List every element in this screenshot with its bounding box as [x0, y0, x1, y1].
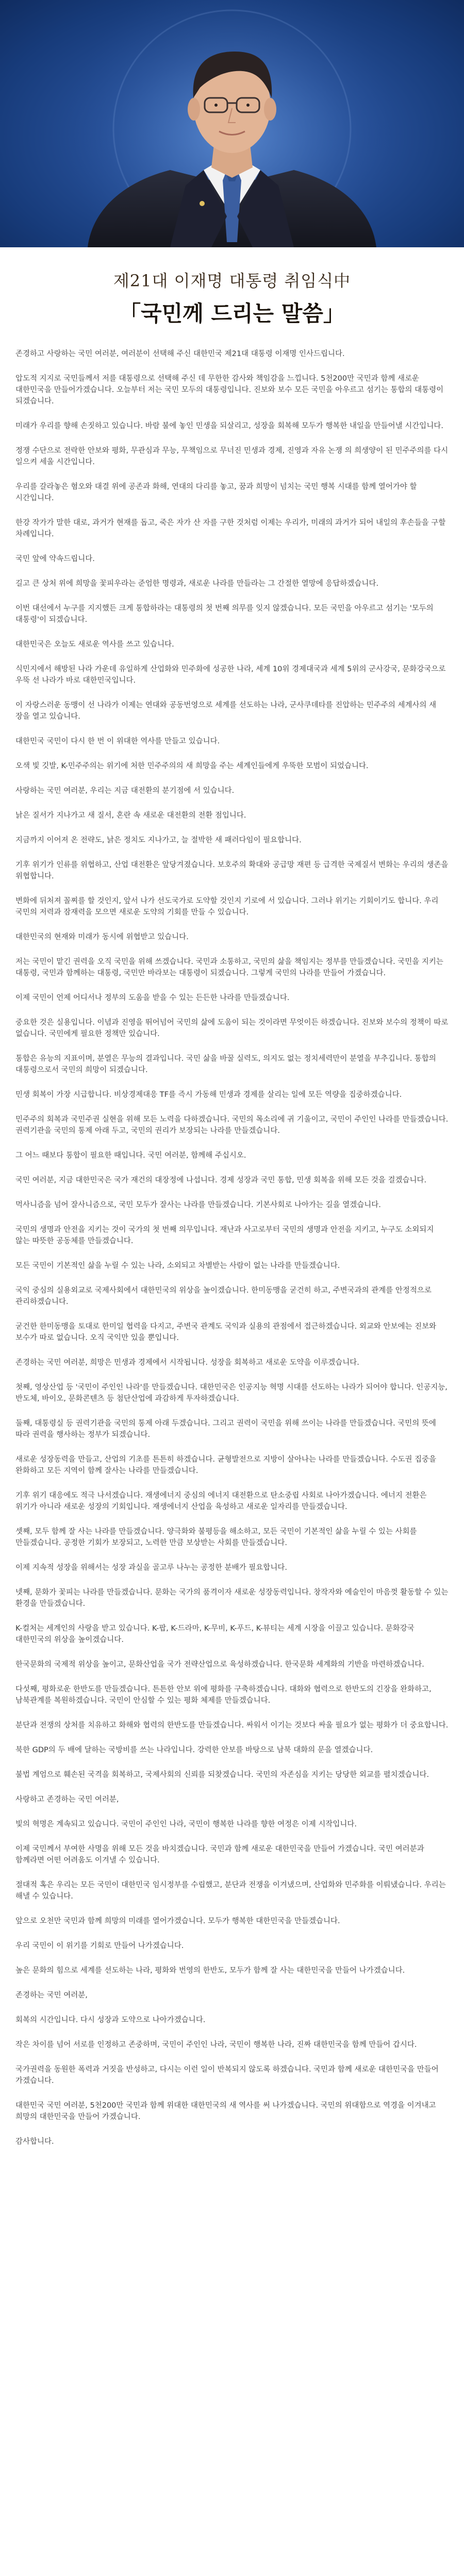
speech-paragraph: 압도적 지지로 국민들께서 저를 대통령으로 선택해 주신 데 무한한 감사와 책임감을 느낍니다. 5천200만 국민과 함께 새로운 대한민국을 만들어가겠습니다. 오늘부터 저는 국민 모두의 대통령입니다. 진보와 보수 모든 국민을 아우르고 섬기는 통합의 대통령이 되겠습니다. [15, 375, 444, 405]
speech-paragraph: 통합은 유능의 지표이며, 분열은 무능의 결과입니다. 국민 삶을 바꿀 실력도, 의지도 없는 정치세력만이 분열을 부추깁니다. 통합의 대통령으로서 국민의 희망이 되겠습니다. [15, 1055, 436, 1074]
speech-paragraph: 그 어느 때보다 통합이 필요한 때입니다. 국민 여러분, 함께해 주십시오. [15, 1151, 246, 1160]
speech-paragraph: 셋째, 모두 함께 잘 사는 나라를 만들겠습니다. 양극화와 불평등을 해소하고, 모든 국민이 기본적인 삶을 누릴 수 있는 사회를 만들겠습니다. 공정한 기회가 보장되고, 노력한 만큼 보상받는 사회를 만들겠습니다. [15, 1528, 417, 1547]
speech-paragraph: 다섯째, 평화로운 한반도를 만들겠습니다. 튼튼한 안보 위에 평화를 구축하겠습니다. 대화와 협력으로 한반도의 긴장을 완화하고, 남북관계를 복원하겠습니다. 국민이 안심할 수 있는 평화 체제를 만들겠습니다. [15, 1685, 432, 1705]
speech-paragraph: 사랑하는 국민 여러분, 우리는 지금 대전환의 분기점에 서 있습니다. [15, 787, 235, 795]
speech-paragraph: 이제 국민께서 부여한 사명을 위해 모든 것을 바치겠습니다. 국민과 함께 새로운 대한민국을 만들어 가겠습니다. 국민 여러분과 함께라면 어떤 어려움도 이겨낼 수 있습니다. [15, 1845, 424, 1865]
speech-paragraph: 오색 빛 깃발, K-민주주의는 위기에 처한 민주주의의 새 희망을 주는 세계인들에게 우뚝한 모범이 되었습니다. [15, 762, 369, 770]
speech-paragraph: 기후 위기 대응에도 적극 나서겠습니다. 재생에너지 중심의 에너지 대전환으로 탄소중립 사회로 나아가겠습니다. 에너지 전환은 위기가 아니라 새로운 성장의 기회입니다. 재생에너지 산업을 육성하고 새로운 일자리를 만들겠습니다. [15, 1492, 427, 1511]
speech-paragraph: 한강 작가가 말한 대로, 과거가 현재를 돕고, 죽은 자가 산 자를 구한 것처럼 이제는 우리가, 미래의 과거가 되어 내일의 후손들을 구할 차례입니다. [15, 519, 446, 538]
speech-paragraph: 앞으로 오천만 국민과 함께 희망의 미래를 열어가겠습니다. 모두가 행복한 대한민국을 만들겠습니다. [15, 1917, 340, 1925]
speech-paragraph: 중요한 것은 실용입니다. 이념과 진영을 뛰어넘어 국민의 삶에 도움이 되는 것이라면 무엇이든 하겠습니다. 진보와 보수의 정책이 따로 없습니다. 국민에게 필요한 정책만 있습니다. [15, 1019, 449, 1038]
speech-paragraph: 존경하고 사랑하는 국민 여러분, 여러분이 선택해 주신 대한민국 제21대 대통령 이재명 인사드립니다. [15, 350, 345, 358]
speech-paragraph: 분단과 전쟁의 상처를 치유하고 화해와 협력의 한반도를 만들겠습니다. 싸워서 이기는 것보다 싸울 필요가 없는 평화가 더 중요합니다. [15, 1721, 449, 1730]
speech-paragraph: 이제 지속적 성장을 위해서는 성장 과실을 골고루 나누는 공정한 분배가 필요합니다. [15, 1564, 287, 1572]
speech-title [0, 247, 464, 338]
speech-paragraph: 이 자랑스러운 동맹이 선 나라가 이제는 연대와 공동번영으로 세계를 선도하는 나라, 군사쿠데타를 진압하는 민주주의 세계사의 새 장을 열고 있습니다. [15, 701, 437, 721]
speech-paragraph: 대한민국 국민이 다시 한 번 이 위대한 역사를 만들고 있습니다. [15, 737, 220, 745]
speech-paragraph: 작은 차이를 넘어 서로를 인정하고 존중하며, 국민이 주인인 나라, 국민이 행복한 나라, 진짜 대한민국을 함께 만들어 갑시다. [15, 2041, 417, 2049]
speech-paragraph: 대한민국의 현재와 미래가 동시에 위협받고 있습니다. [15, 933, 189, 941]
hero-photo [0, 0, 464, 247]
speech-paragraph: 식민지에서 해방된 나라 가운데 유일하게 산업화와 민주화에 성공한 나라, 세계 10위 경제대국과 세계 5위의 군사강국, 문화강국으로 우뚝 선 나라가 바로 대한민국입니다. [15, 665, 446, 685]
speech-paragraph: 정쟁 수단으로 전락한 안보와 평화, 무관심과 무능, 무책임으로 무너진 민생과 경제, 진영과 자유 논쟁 의 희생양이 된 민주주의를 다시 일으켜 세울 시간입니다. [15, 447, 449, 466]
speech-paragraph: 국민 앞에 약속드립니다. [15, 555, 95, 563]
speech-paragraph: 국익 중심의 실용외교로 국제사회에서 대한민국의 위상을 높이겠습니다. 한미동맹을 굳건히 하고, 주변국과의 관계를 안정적으로 관리하겠습니다. [15, 1286, 432, 1306]
speech-paragraph: 북한 GDP의 두 배에 달하는 국방비를 쓰는 나라입니다. 강력한 안보를 바탕으로 남북 대화의 문을 열겠습니다. [15, 1746, 373, 1754]
speech-paragraph: 우리 국민이 이 위기를 기회로 만들어 나가겠습니다. [15, 1942, 184, 1950]
speech-paragraph: 둘째, 대통령실 등 권력기관을 국민의 통제 아래 두겠습니다. 그리고 권력이 국민을 위해 쓰이는 나라를 만들겠습니다. 국민의 뜻에 따라 권력을 행사하는 정부가 되겠습니다. [15, 1419, 436, 1439]
speech-paragraph: 존경하는 국민 여러분, [15, 1991, 88, 1999]
speech-paragraph: 첫째, 영상산업 등 '국민이 주인인 나라'를 만들겠습니다. 대한민국은 인공지능 혁명 시대를 선도하는 나라가 되어야 합니다. 인공지능, 반도체, 바이오, 문화콘텐츠 등 첨단산업에 과감하게 투자하겠습니다. [15, 1383, 448, 1403]
speech-body [0, 338, 464, 2147]
speech-paragraph: 국민 여러분, 지금 대한민국은 국가 재건의 대장정에 나섭니다. 경제 성장과 국민 통합, 민생 회복을 위해 모든 것을 걸겠습니다. [15, 1176, 427, 1184]
speech-paragraph: 길고 큰 상처 위에 희망을 꽃피우라는 준엄한 명령과, 새로운 나라를 만들라는 그 간절한 열망에 응답하겠습니다. [15, 580, 379, 588]
speech-paragraph: 낡은 질서가 지나가고 새 질서, 혼란 속 새로운 대전환의 전환 점입니다. [15, 811, 246, 820]
speech-paragraph: 대한민국 국민 여러분, 5천200만 국민과 함께 위대한 대한민국의 새 역사를 써 나가겠습니다. 국민의 위대함으로 역경을 이겨내고 희망의 대한민국을 만들어 가겠습니다. [15, 2102, 436, 2121]
speech-paragraph: 절대적 혹은 우리는 모든 국민이 대한민국 임시정부를 수립했고, 분단과 전쟁을 이겨냈으며, 산업화와 민주화를 이뤄냈습니다. 우리는 해낼 수 있습니다. [15, 1881, 446, 1901]
speech-paragraph: 민주주의 회복과 국민주권 실현을 위해 모든 노력을 다하겠습니다. 국민의 목소리에 귀 기울이고, 국민이 주인인 나라를 만들겠습니다. 권력기관을 국민의 통제 아래 두고, 국민의 권리가 보장되는 나라를 만들겠습니다. [15, 1115, 449, 1135]
speech-paragraph: 한국문화의 국제적 위상을 높이고, 문화산업을 국가 전략산업으로 육성하겠습니다. 한국문화 세계화의 기반을 마련하겠습니다. [15, 1660, 424, 1669]
speech-paragraph: 먹사니즘을 넘어 잘사니즘으로, 국민 모두가 잘사는 나라를 만들겠습니다. 기본사회로 나아가는 길을 열겠습니다. [15, 1201, 381, 1209]
speech-paragraph: 민생 회복이 가장 시급합니다. 비상경제대응 TF를 즉시 가동해 민생과 경제를 살리는 일에 모든 역량을 집중하겠습니다. [15, 1091, 402, 1099]
speech-paragraph: 대한민국은 오늘도 새로운 역사를 쓰고 있습니다. [15, 640, 174, 649]
speech-paragraph: 변화에 뒤처져 꼴찌를 할 것인지, 앞서 나가 선도국가로 도약할 것인지 기로에 서 있습니다. 그러나 위기는 기회이기도 합니다. 우리 국민의 저력과 잠재력을 모으면 새로운 도약의 기회를 만들 수 있습니다. [15, 897, 439, 917]
speech-paragraph: 우리를 갈라놓은 혐오와 대결 위에 공존과 화해, 연대의 다리를 놓고, 꿈과 희망이 넘치는 국민 행복 시대를 함께 열어가야 할 시간입니다. [15, 483, 417, 502]
speech-paragraph: 빛의 혁명은 계속되고 있습니다. 국민이 주인인 나라, 국민이 행복한 나라를 향한 여정은 이제 시작입니다. [15, 1820, 357, 1828]
speech-paragraph: 지금까지 이어져 온 전략도, 낡은 정치도 지나가고, 늘 절박한 새 패러다임이 필요합니다. [15, 836, 302, 844]
speech-paragraph: 높은 문화의 힘으로 세계를 선도하는 나라, 평화와 번영의 한반도, 모두가 함께 잘 사는 대한민국을 만들어 나가겠습니다. [15, 1967, 405, 1975]
speech-paragraph: 이번 대선에서 누구를 지지했든 크게 통합하라는 대통령의 첫 번째 의무를 잊지 않겠습니다. 모든 국민을 아우르고 섬기는 '모두의 대통령'이 되겠습니다. [15, 604, 434, 624]
speech-paragraph: 존경하는 국민 여러분, 희망은 민생과 경제에서 시작됩니다. 성장을 회복하고 새로운 도약을 이루겠습니다. [15, 1359, 359, 1367]
speech-paragraph: 국가권력을 동원한 폭력과 거짓을 반성하고, 다시는 이런 일이 반복되지 않도록 하겠습니다. 국민과 함께 새로운 대한민국을 만들어 가겠습니다. [15, 2065, 439, 2085]
speech-paragraph: 국민의 생명과 안전을 지키는 것이 국가의 첫 번째 의무입니다. 재난과 사고로부터 국민의 생명과 안전을 지키고, 누구도 소외되지 않는 따뜻한 공동체를 만들겠습니다. [15, 1226, 434, 1245]
speech-paragraph: 굳건한 한미동맹을 토대로 한미일 협력을 다지고, 주변국 관계도 국익과 실용의 관점에서 접근하겠습니다. 외교와 안보에는 진보와 보수가 따로 없습니다. 오직 국익만 있을 뿐입니다. [15, 1323, 437, 1342]
speech-paragraph: 불법 계엄으로 훼손된 국격을 회복하고, 국제사회의 신뢰를 되찾겠습니다. 국민의 자존심을 지키는 당당한 외교를 펼치겠습니다. [15, 1771, 429, 1779]
speech-paragraph: 새로운 성장동력을 만들고, 산업의 기초를 튼튼히 하겠습니다. 균형발전으로 지방이 살아나는 나라를 만들겠습니다. 수도권 집중을 완화하고 모든 지역이 함께 잘사는 나라를 만들겠습니다. [15, 1455, 437, 1475]
president-portrait [0, 0, 464, 247]
speech-paragraph: 저는 국민이 맡긴 권력을 오직 국민을 위해 쓰겠습니다. 국민과 소통하고, 국민의 삶을 책임지는 정부를 만들겠습니다. 국민을 지키는 대통령, 국민과 함께하는 대통령, 국민만 바라보는 대통령이 되겠습니다. 그렇게 국민의 나라를 만들어 가겠습니다. [15, 958, 443, 977]
speech-paragraph: 기후 위기가 인류를 위협하고, 산업 대전환은 앞당겨졌습니다. 보호주의 확대와 공급망 재편 등 급격한 국제질서 변화는 우리의 생존을 위협합니다. [15, 861, 449, 880]
speech-paragraph: 미래가 우리를 향해 손짓하고 있습니다. 바람 불에 놓인 민생을 되살리고, 성장을 회복해 모두가 행복한 내일을 만들어낼 시간입니다. [15, 422, 443, 430]
speech-paragraph: 감사합니다. [15, 2138, 54, 2146]
speech-paragraph: 이제 국민이 언제 어디서나 정부의 도움을 받을 수 있는 든든한 나라를 만들겠습니다. [15, 994, 290, 1002]
speech-paragraph: 모든 국민이 기본적인 삶을 누릴 수 있는 나라, 소외되고 차별받는 사람이 없는 나라를 만들겠습니다. [15, 1262, 340, 1270]
speech-paragraph: 넷째, 문화가 꽃피는 나라를 만들겠습니다. 문화는 국가의 품격이자 새로운 성장동력입니다. 창작자와 예술인이 마음껏 활동할 수 있는 환경을 만들겠습니다. [15, 1588, 449, 1608]
speech-paragraph: 회복의 시간입니다. 다시 성장과 도약으로 나아가겠습니다. [15, 2016, 206, 2024]
title-line-2: 「국민께 드리는 말씀」 [119, 301, 345, 326]
speech-paragraph: 사랑하고 존경하는 국민 여러분, [15, 1795, 119, 1804]
title-line-1: 제21대 이재명 대통령 취임식中 [113, 271, 351, 291]
speech-paragraph: K-컬처는 세계인의 사랑을 받고 있습니다. K-팝, K-드라마, K-무비, K-푸드, K-뷰티는 세계 시장을 이끌고 있습니다. 문화강국 대한민국의 위상을 높이겠습니다. [15, 1624, 415, 1644]
